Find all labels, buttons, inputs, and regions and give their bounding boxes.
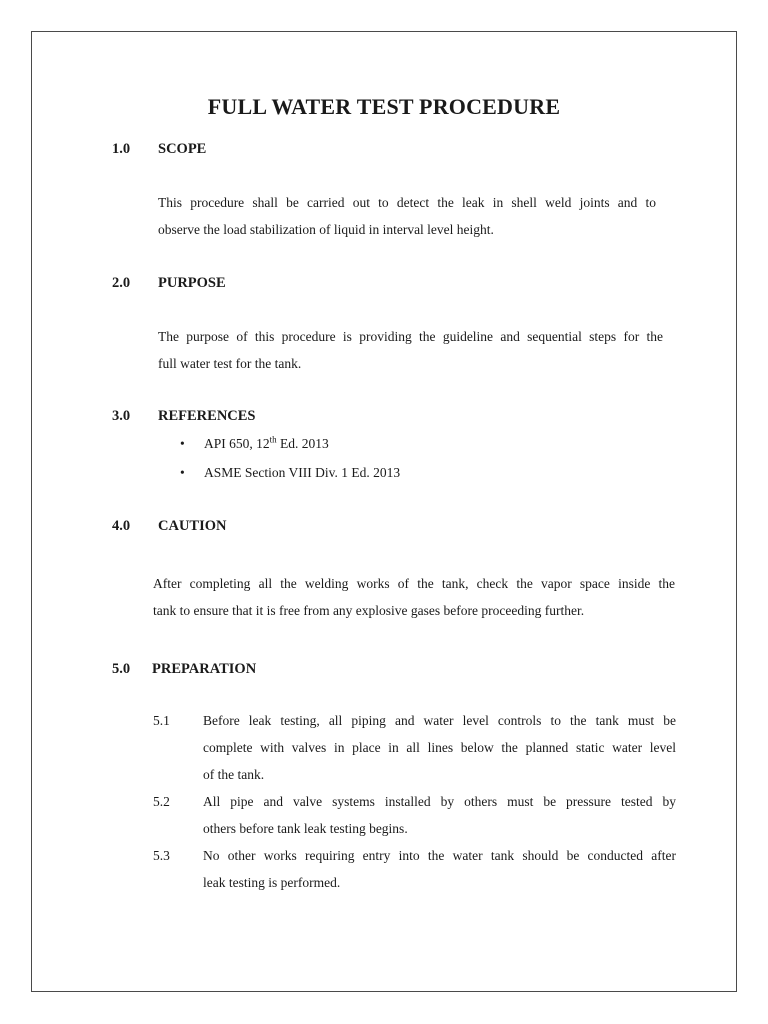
step-number: 5.1: [153, 713, 170, 728]
reference-text-asme: ASME Section VIII Div. 1 Ed. 2013: [204, 465, 401, 480]
step-line: others before tank leak testing begins.: [203, 821, 408, 836]
step-line: All pipe and valve systems installed by others must be pressure tested by: [203, 794, 676, 809]
purpose-line-2: full water test for the tank.: [158, 356, 302, 371]
section-heading-preparation: PREPARATION: [152, 661, 257, 677]
step-line: Before leak testing, all piping and water level controls to the tank must be: [203, 713, 676, 728]
section-heading-references: REFERENCES: [158, 408, 256, 424]
step-text: [203, 707, 676, 788]
bullet-icon: •: [180, 465, 185, 480]
reference-text-main: API 650, 12: [204, 436, 270, 451]
purpose-paragraph: [158, 323, 663, 377]
scope-line-1: This procedure shall be carried out to detect the leak in shell weld joints and to: [158, 195, 656, 210]
bullet-icon: •: [180, 436, 185, 451]
step-text: [203, 788, 676, 842]
section-heading-scope: SCOPE: [158, 141, 207, 157]
caution-line-2: tank to ensure that it is free from any explosive gases before proceeding further.: [153, 603, 585, 618]
caution-paragraph: [153, 570, 675, 624]
step-line: complete with valves in place in all lines below the planned static water level: [203, 740, 676, 755]
section-number-preparation: 5.0: [112, 661, 131, 677]
step-line: leak testing is performed.: [203, 875, 341, 890]
section-heading-purpose: PURPOSE: [158, 275, 226, 291]
section-number-purpose: 2.0: [112, 275, 131, 291]
caution-line-1: After completing all the welding works of the tank, check the vapor space inside the: [153, 576, 675, 591]
scope-line-2: observe the load stabilization of liquid in interval level height.: [158, 222, 494, 237]
section-heading-caution: CAUTION: [158, 518, 227, 534]
step-number: 5.2: [153, 794, 170, 809]
reference-text-edition: Ed. 2013: [276, 436, 329, 451]
section-number-scope: 1.0: [112, 141, 131, 157]
purpose-line-1: The purpose of this procedure is providing the guideline and sequential steps for the: [158, 329, 663, 344]
document-title: FULL WATER TEST PROCEDURE: [207, 94, 561, 119]
scope-paragraph: [158, 189, 656, 243]
section-number-references: 3.0: [112, 408, 131, 424]
step-line: No other works requiring entry into the water tank should be conducted after: [203, 848, 676, 863]
step-line: of the tank.: [203, 767, 265, 782]
reference-text-api650: [204, 436, 329, 452]
step-text: [203, 842, 676, 896]
reference-superscript: th: [269, 434, 277, 445]
section-number-caution: 4.0: [112, 518, 131, 534]
step-number: 5.3: [153, 848, 170, 863]
